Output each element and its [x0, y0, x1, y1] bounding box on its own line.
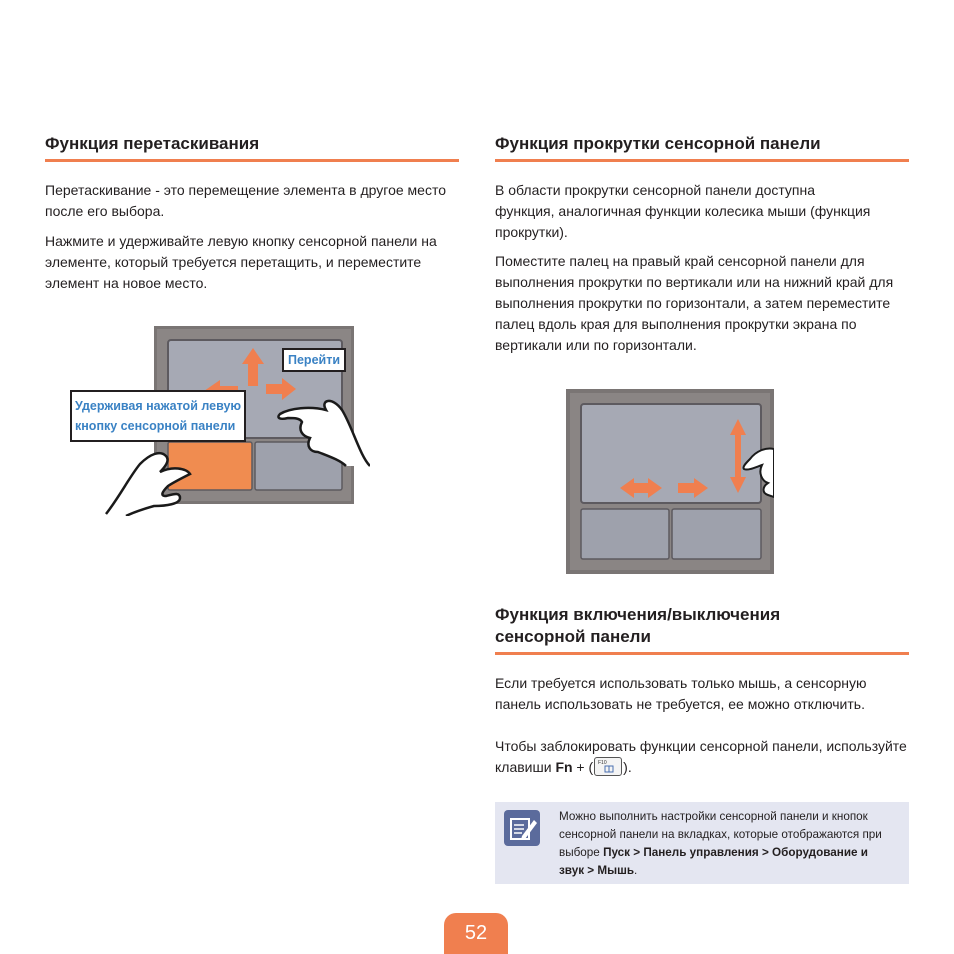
callout-hold-left-button: [70, 390, 246, 442]
toggle-heading-line1: Функция включения/выключения: [495, 605, 781, 624]
plus-sign: + (: [572, 759, 594, 775]
section-heading-toggle: [495, 604, 909, 655]
left-touchpad-button: [581, 509, 669, 559]
note-text-pre: Можно выполнить настройки сенсорной панели и кнопок сенсорной панели на вкладках, которые отображаются при выборе: [559, 810, 882, 859]
page-number: 52: [444, 913, 508, 954]
scroll-description: В области прокрутки сенсорной панели доступна функция, аналогичная функции колесика мыши (функция прокрутки).: [495, 182, 871, 240]
note-text: [559, 808, 889, 880]
callout-hold-line1: Удерживая нажатой левую: [75, 399, 242, 413]
touchpad-surface: [581, 404, 761, 503]
note-box: [495, 802, 909, 884]
left-touchpad-button-highlighted: [168, 442, 252, 490]
right-touchpad-button: [672, 509, 761, 559]
drag-description: Перетаскивание - это перемещение элемента в другое место после его выбора.: [45, 182, 446, 219]
scroll-touchpad-illustration: [566, 389, 774, 574]
toggle-heading-line2: сенсорной панели: [495, 627, 651, 646]
toggle-instructions-text: Чтобы заблокировать функции сенсорной панели, используйте клавиши: [495, 738, 907, 775]
section-heading-scroll: Функция прокрутки сенсорной панели: [495, 133, 909, 162]
touchpad-scroll-image: [566, 389, 774, 574]
toggle-description: Если требуется использовать только мышь, а сенсорную панель использовать не требуется, ее можно отключить.: [495, 675, 867, 712]
note-text-post: .: [634, 864, 638, 877]
note-pencil-icon: [504, 810, 540, 846]
drag-touchpad-illustration: [70, 326, 370, 516]
touchpad-toggle-key-icon: [594, 757, 622, 776]
callout-go: Перейти: [282, 348, 346, 372]
scroll-instructions: Поместите палец на правый край сенсорной панели для выполнения прокрутки по вертикали или на нижний край для выполнения прокрутки по горизонтали, а затем переместите палец вдоль края для выполнения прокрутки экрана по вертикали или по горизонтали.: [495, 253, 894, 353]
drag-instructions: Нажмите и удерживайте левую кнопку сенсорной панели на элементе, который требуется перетащить, и переместите элемент на новое место.: [45, 233, 437, 291]
callout-hold-line2: кнопку сенсорной панели: [75, 419, 236, 433]
toggle-instructions: [495, 736, 909, 778]
note-path: Пуск > Панель управления > Оборудование и звук > Мышь: [559, 846, 868, 877]
fn-key-label: Fn: [555, 759, 573, 775]
svg-text:F10: F10: [598, 760, 607, 766]
closing-paren: ).: [623, 759, 632, 775]
section-heading-drag: Функция перетаскивания: [45, 133, 459, 162]
